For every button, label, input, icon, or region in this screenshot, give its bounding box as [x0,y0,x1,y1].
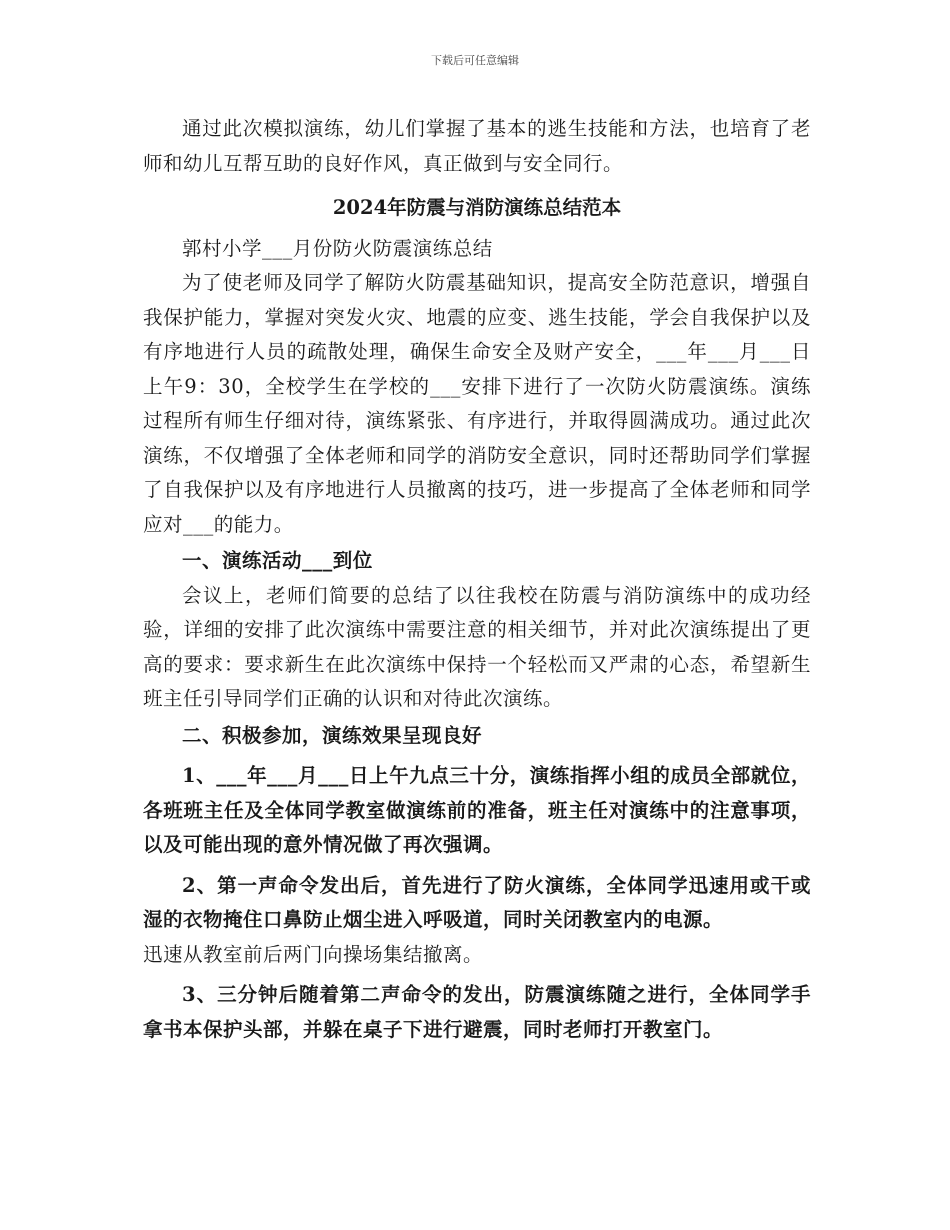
document-body [143,112,811,1047]
paragraph-meeting: 会议上，老师们简要的总结了以往我校在防震与消防演练中的成功经验，详细的安排了此次演练中需要注意的相关细节，并对此次演练提出了更高的要求：要求新生在此次演练中保持一个轻松而又严肃的心态，希望新生班主任引导同学们正确的认识和对待此次演练。 [143,583,811,710]
paragraph-subtitle: 郭村小学___月份防火防震演练总结 [182,236,493,260]
paragraph-step-3: 3、三分钟后随着第二声命令的发出，防震演练随之进行，全体同学手拿书本保护头部，并躲在桌子下进行避震，同时老师打开教室门。 [143,983,811,1041]
page-header-note: 下载后可任意编辑 [431,54,519,67]
paragraph-purpose: 为了使老师及同学了解防火防震基础知识，提高安全防范意识，增强自我保护能力，掌握对突发火灾、地震的应变、逃生技能，学会自我保护以及有序地进行人员的疏散处理，确保生命安全及财产安全，___年___月___日上午9：30，全校学生在学校的___安排下进行了一次防火防震演练。演练过程所有师生仔细对待，演练紧张、有序进行，并取得圆满成功。通过此次演练，不仅增强了全体老师和同学的消防安全意识，同时还帮助同学们掌握了自我保护以及有序地进行人员撤离的技巧，进一步提高了全体老师和同学应对___的能力。 [143,271,811,536]
paragraph-step-2-continued: 迅速从教室前后两门向操场集结撤离。 [143,942,484,966]
section-heading-2: 二、积极参加，演练效果呈现良好 [182,723,483,747]
paragraph-step-1: 1、___年___月___日上午九点三十分，演练指挥小组的成员全部就位，各班班主任及全体同学教室做演练前的准备，班主任对演练中的注意事项，以及可能出现的意外情况做了再次强调。 [143,764,811,856]
section-heading-1: 一、演练活动___到位 [182,549,373,572]
paragraph-step-2: 2、第一声命令发出后，首先进行了防火演练，全体同学迅速用或干或湿的衣物掩住口鼻防止烟尘进入呼吸道，同时关闭教室内的电源。 [143,873,811,931]
paragraph-intro: 通过此次模拟演练，幼儿们掌握了基本的逃生技能和方法，也培育了老师和幼儿互帮互助的良好作风，真正做到与安全同行。 [143,117,811,175]
document-title: 2024年防震与消防演练总结范本 [332,196,622,219]
